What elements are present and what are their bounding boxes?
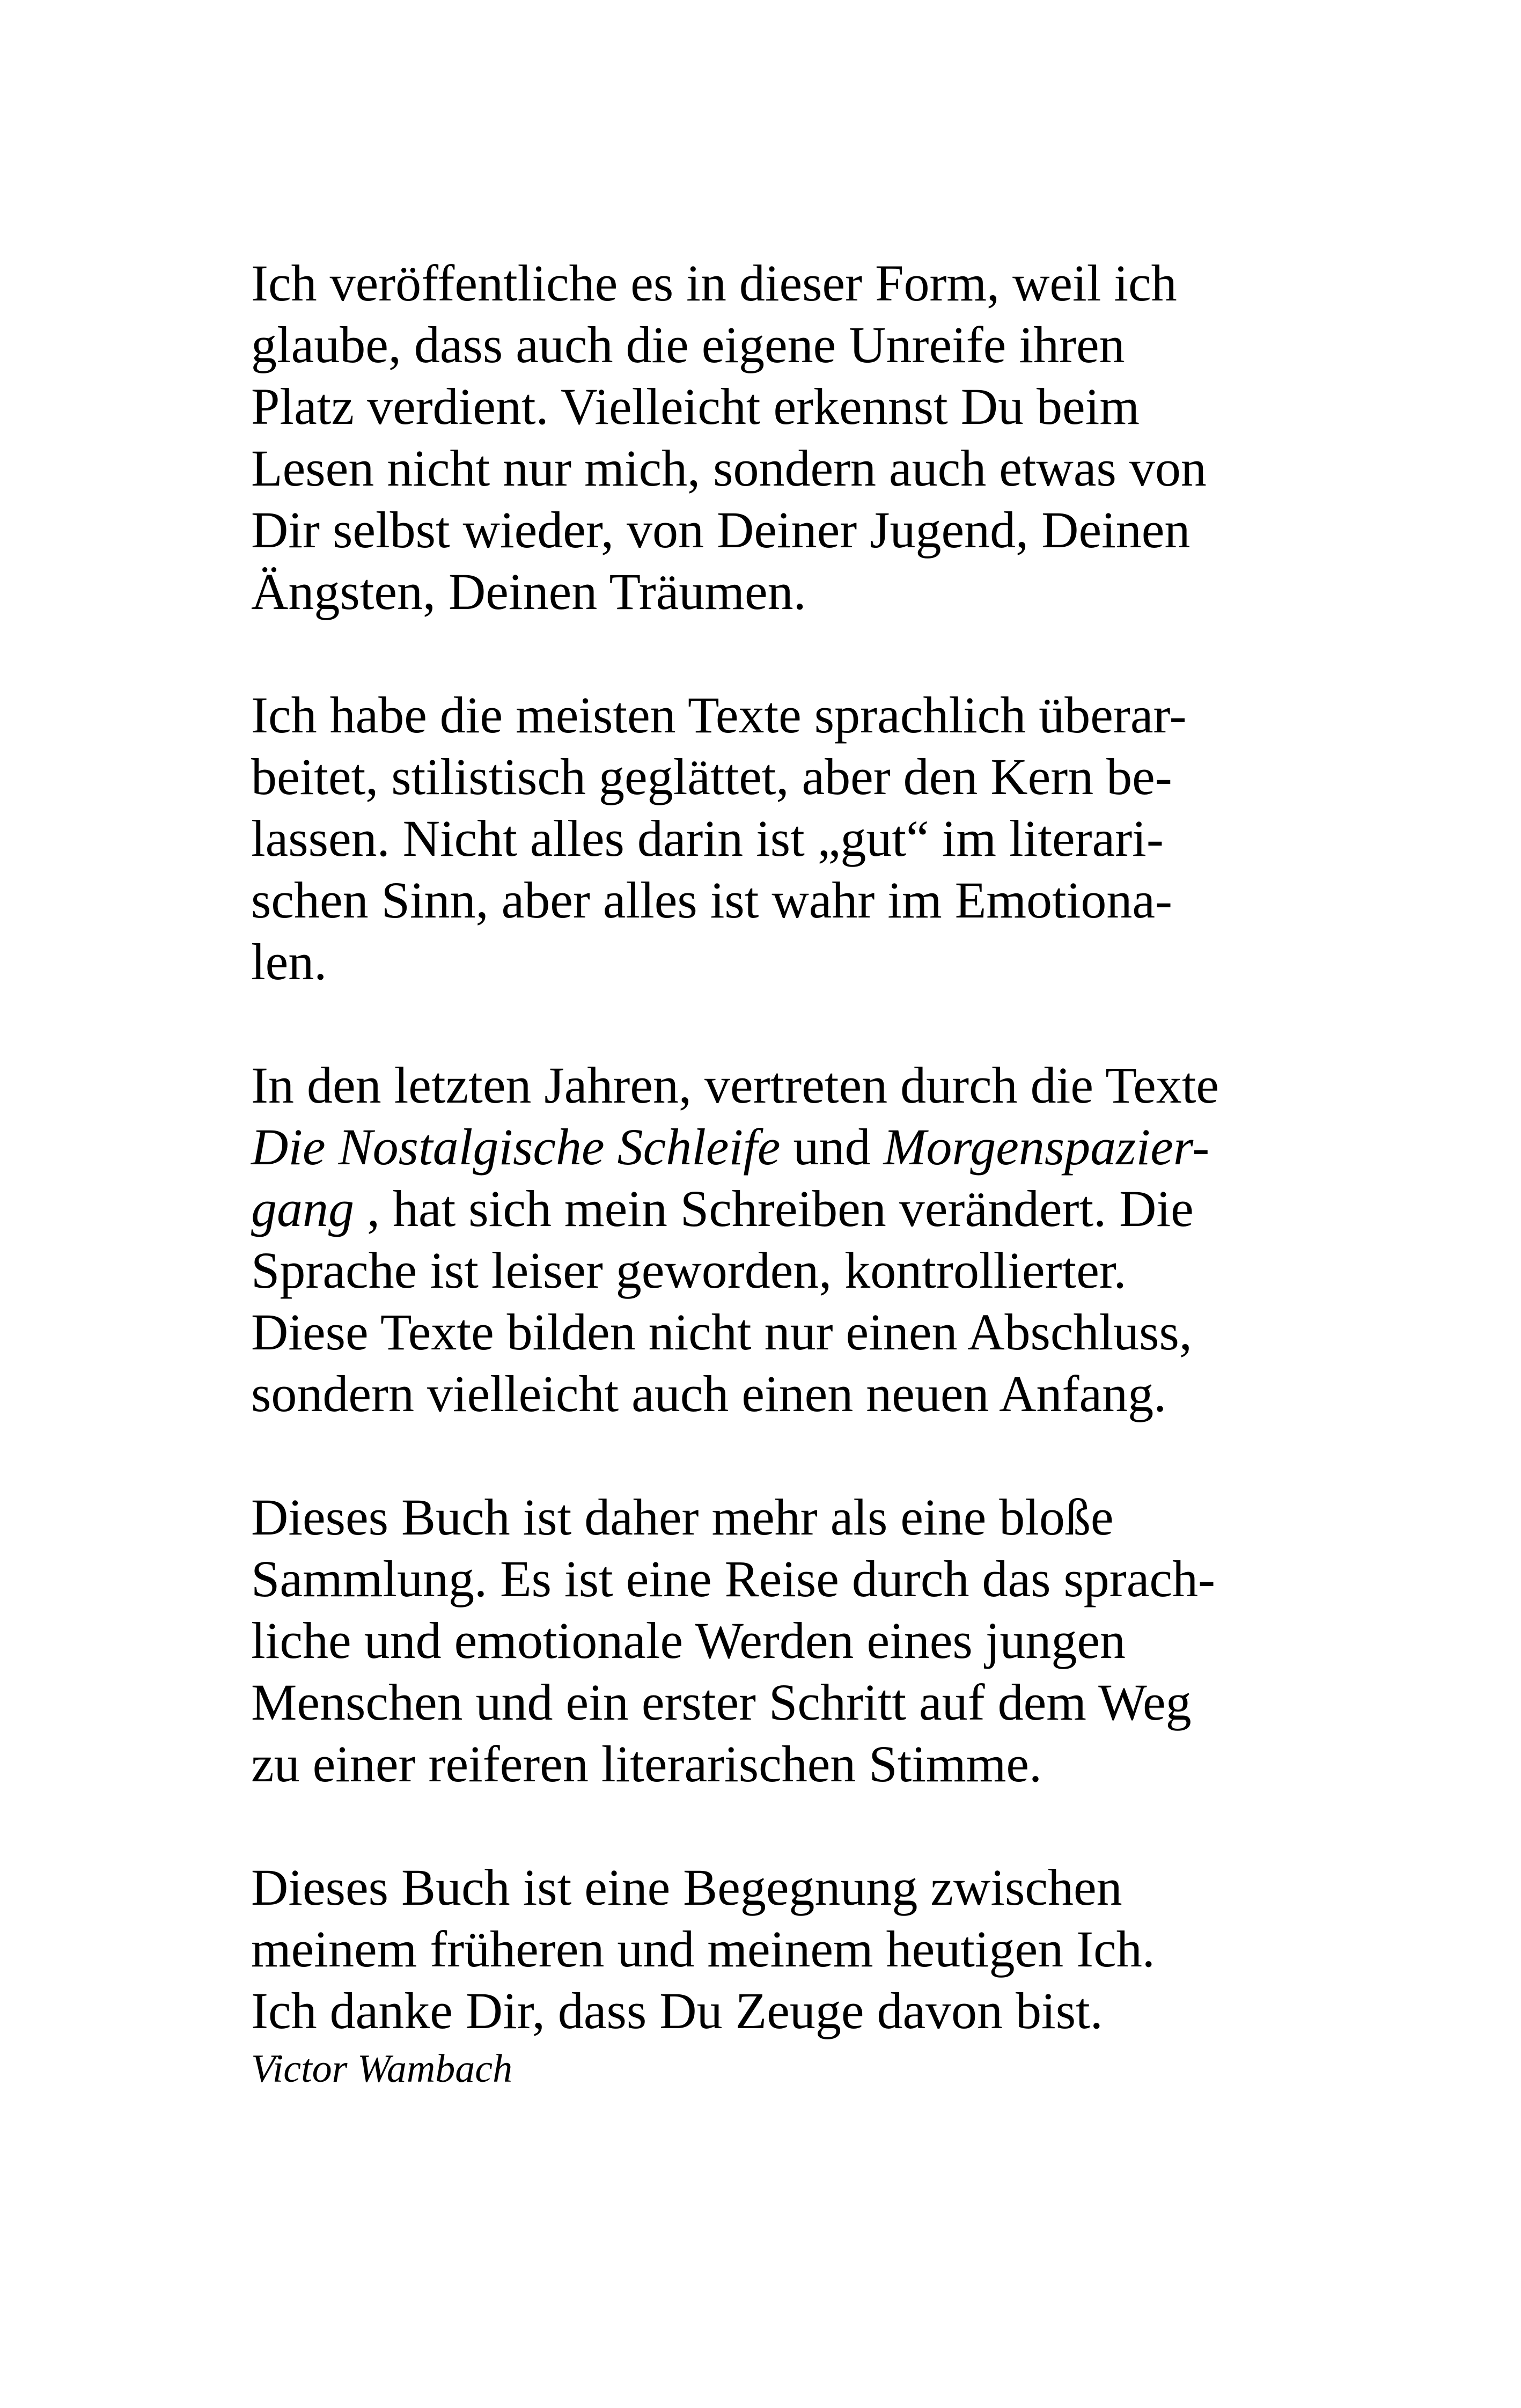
text-line: Ängsten, Deinen Träumen. [251, 563, 806, 620]
text-line: schen Sinn, aber alles ist wahr im Emotiona- [251, 871, 1172, 929]
text-line: Dieses Buch ist daher mehr als eine bloße [251, 1488, 1114, 1546]
body-text [251, 252, 1324, 2093]
text-line: Ich danke Dir, dass Du Zeuge davon bist. [251, 1982, 1103, 2039]
text-line: Menschen und ein erster Schritt auf dem Weg [251, 1673, 1192, 1731]
text-fragment: und [780, 1118, 884, 1176]
text-line: sondern vielleicht auch einen neuen Anfang. [251, 1365, 1167, 1422]
text-line: Sammlung. Es ist eine Reise durch das sprach- [251, 1550, 1215, 1607]
work-title-nostalgische-schleife: Die Nostalgische Schleife [251, 1118, 781, 1176]
text-line [251, 1116, 1324, 1178]
text-line: Sprache ist leiser geworden, kontrollierter. [251, 1242, 1127, 1299]
text-line: Platz verdient. Vielleicht erkennst Du beim [251, 378, 1140, 435]
text-line: Ich veröffentliche es in dieser Form, weil ich [251, 254, 1177, 312]
paragraph-3 [251, 1054, 1324, 1425]
text-line: Ich habe die meisten Texte sprachlich überar- [251, 686, 1187, 744]
text-line: Dieses Buch ist eine Begegnung zwischen [251, 1859, 1122, 1916]
text-line: beitet, stilistisch geglättet, aber den Kern be- [251, 748, 1172, 805]
work-title-morgenspaziergang: Morgenspazier- [883, 1118, 1210, 1176]
text-line: In den letzten Jahren, vertreten durch die Texte [251, 1056, 1219, 1114]
paragraph-1 [251, 252, 1324, 622]
text-line: Dir selbst wieder, von Deiner Jugend, Deinen [251, 501, 1191, 559]
text-line [251, 1178, 1324, 1239]
text-line: Lesen nicht nur mich, sondern auch etwas von [251, 439, 1207, 497]
text-line: zu einer reiferen literarischen Stimme. [251, 1735, 1042, 1793]
text-line: liche und emotionale Werden eines jungen [251, 1612, 1126, 1669]
paragraph-2 [251, 684, 1324, 993]
work-title-morgenspaziergang-end: gang [251, 1180, 354, 1237]
author-signature: Victor Wambach [251, 2047, 513, 2091]
text-line: meinem früheren und meinem heutigen Ich. [251, 1920, 1155, 1978]
text-line: len. [251, 933, 327, 990]
text-line: glaube, dass auch die eigene Unreife ihren [251, 316, 1125, 373]
text-line: lassen. Nicht alles darin ist „gut“ im literari- [251, 810, 1164, 867]
paragraph-4 [251, 1486, 1324, 1795]
text-line: Diese Texte bilden nicht nur einen Abschluss, [251, 1303, 1192, 1361]
text-fragment: , hat sich mein Schreiben verändert. Die [354, 1180, 1194, 1237]
paragraph-5 [251, 1856, 1324, 2093]
